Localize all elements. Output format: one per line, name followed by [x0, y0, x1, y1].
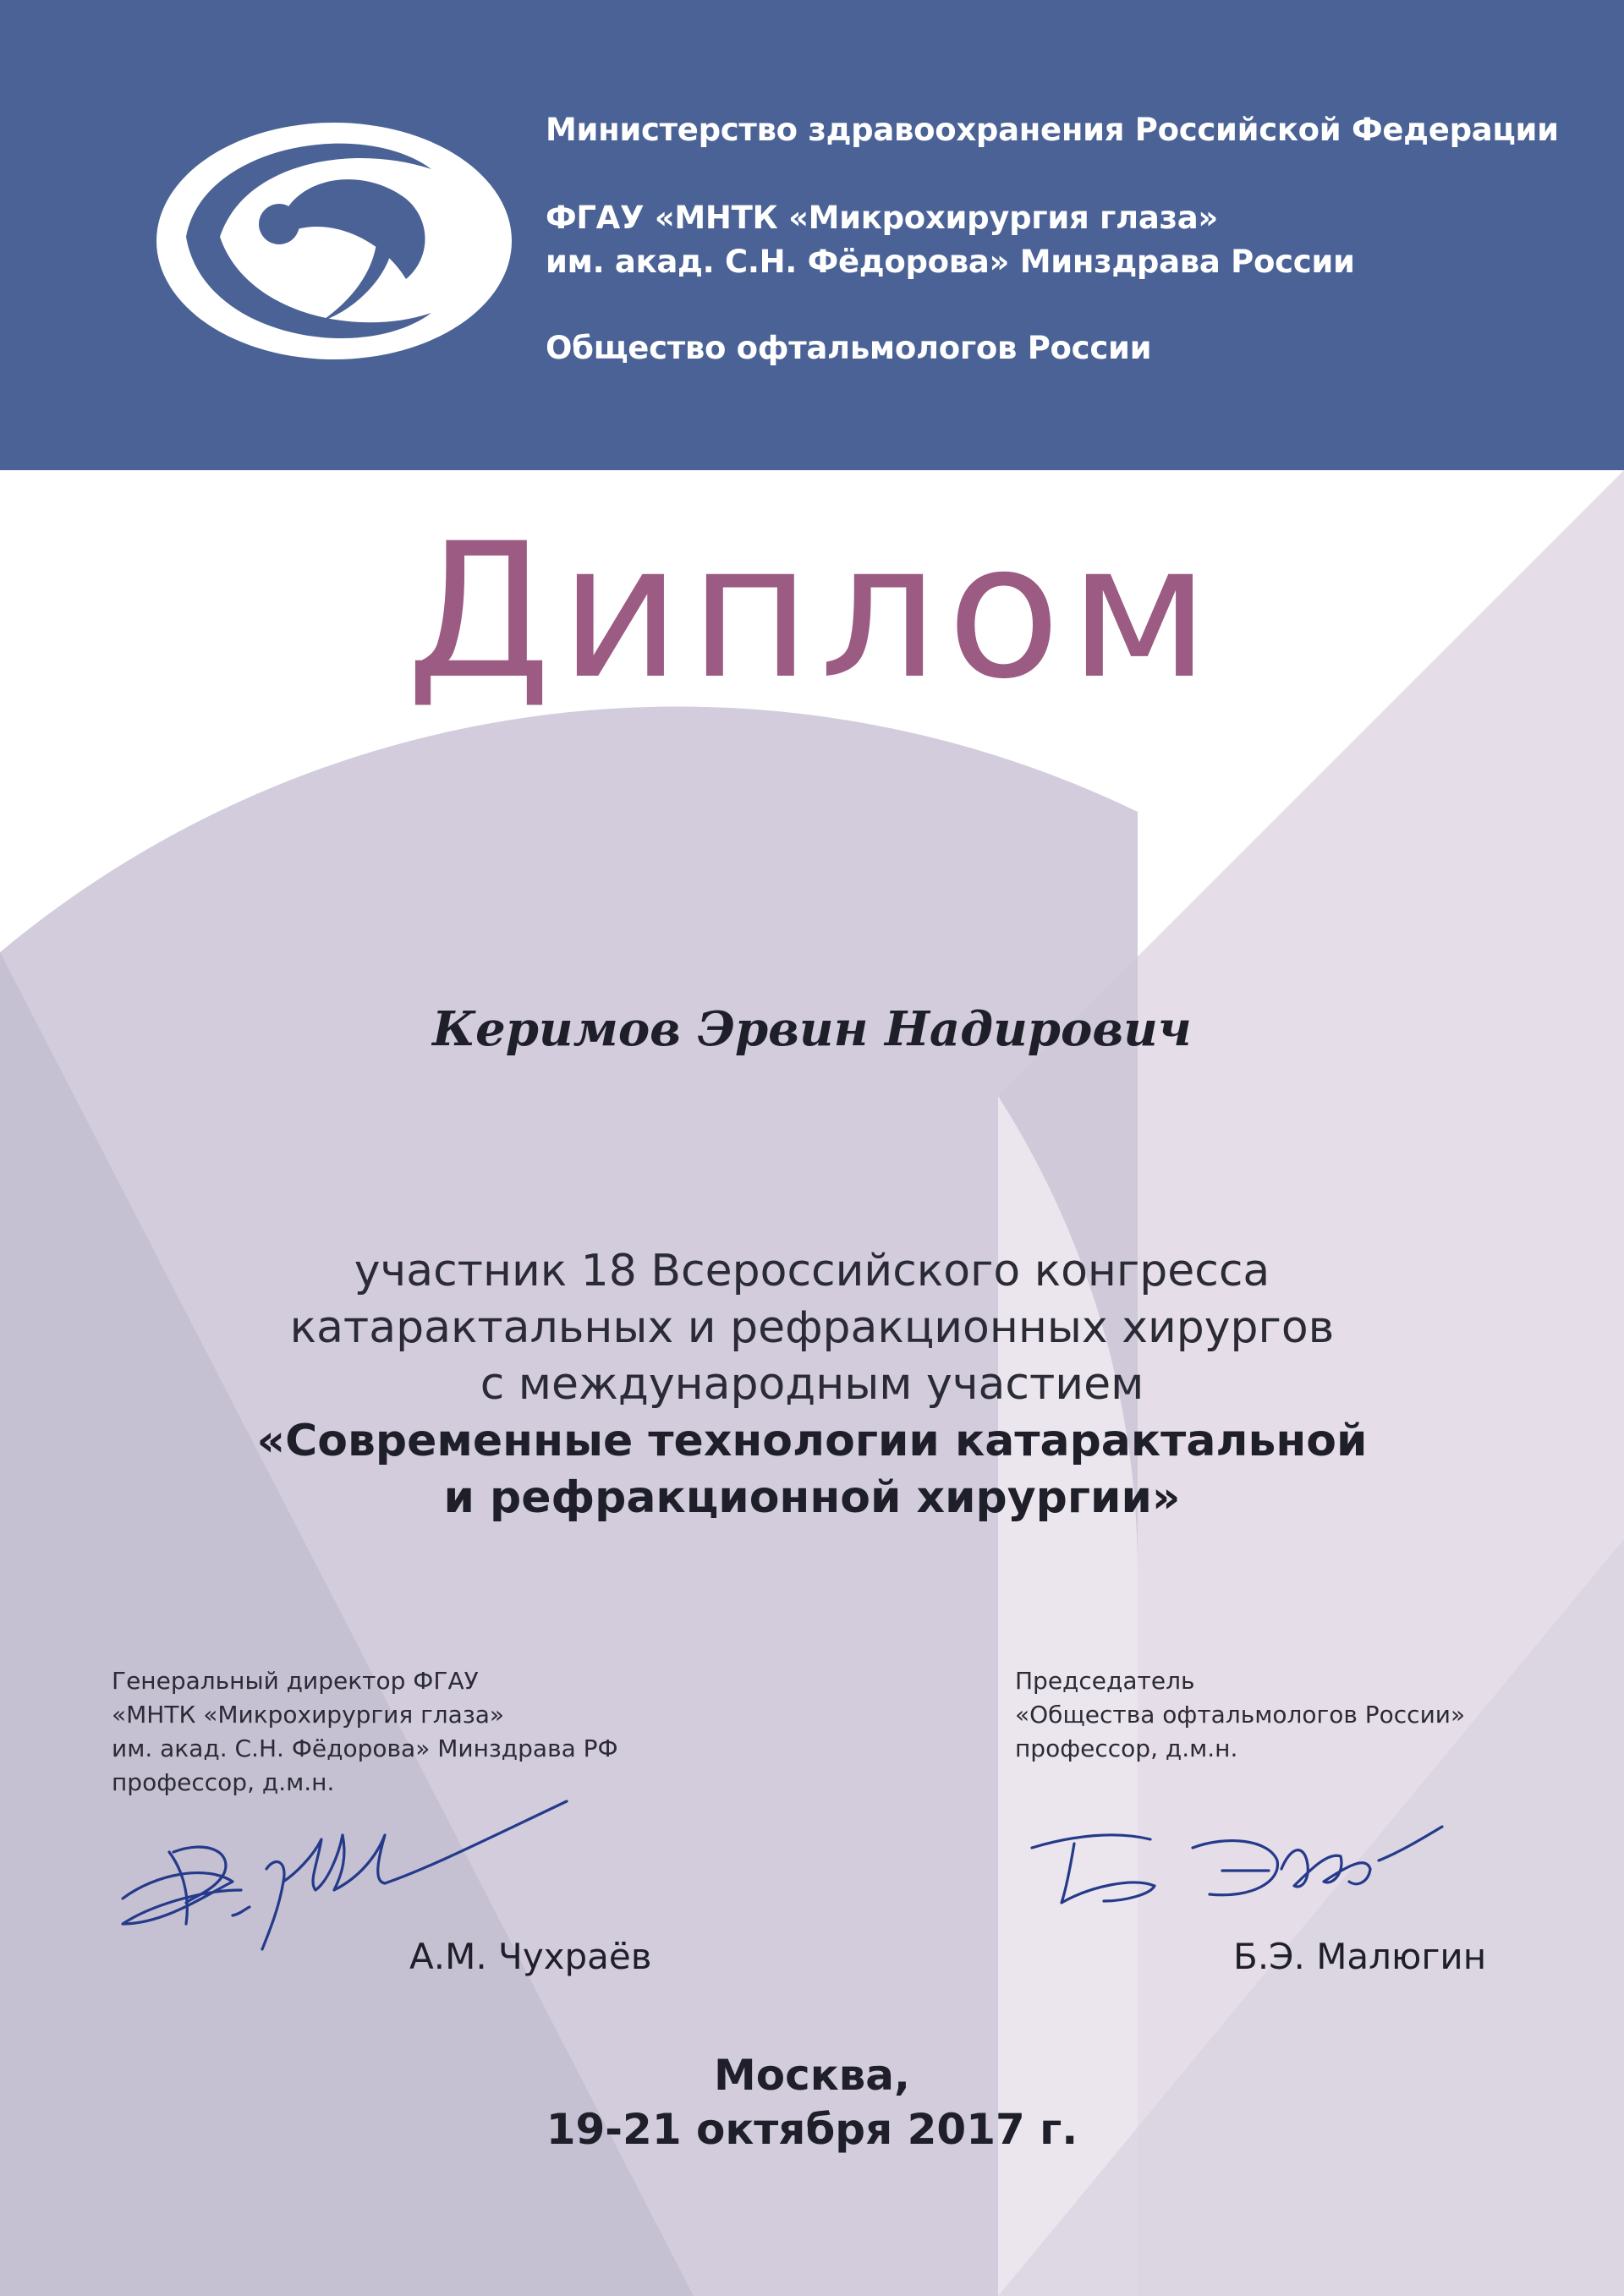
header-text-block	[546, 108, 1594, 370]
left-signatory-line-3: им. акад. С.Н. Фёдорова» Минздрава РФ	[112, 1734, 618, 1762]
left-signatory-title	[112, 1664, 618, 1800]
right-signatory-line-2: «Общества офтальмологов России»	[1015, 1701, 1466, 1729]
congress-line-2: катарактальных и рефракционных хирургов	[289, 1302, 1335, 1353]
left-signatory-name: А.М. Чухраёв	[409, 1936, 652, 1977]
right-signatory-line-1: Председатель	[1015, 1667, 1195, 1695]
left-signatory-line-2: «МНТК «Микрохирургия глаза»	[112, 1701, 505, 1729]
right-signatory-name: Б.Э. Малюгин	[1233, 1936, 1487, 1977]
place-and-date	[0, 2048, 1624, 2156]
congress-line-1: участник 18 Всероссийского конгресса	[354, 1246, 1270, 1296]
left-signatory-line-4: профессор, д.м.н.	[112, 1768, 335, 1796]
diploma-title: Диплом	[406, 503, 1218, 720]
recipient-name: Керимов Эрвин Надирович	[432, 1001, 1192, 1057]
right-signature-icon	[1023, 1810, 1446, 1920]
congress-line-3: с международным участием	[480, 1359, 1144, 1410]
eye-emblem-icon	[152, 110, 524, 372]
city: Москва,	[713, 2051, 911, 2100]
institution-line-1: ФГАУ «МНТК «Микрохирургия глаза»	[546, 200, 1218, 236]
left-signatory-line-1: Генеральный директор ФГАУ	[112, 1667, 479, 1695]
congress-title-line-2: и рефракционной хирургии»	[443, 1472, 1181, 1523]
congress-description	[0, 1243, 1624, 1526]
congress-title-line-1: «Современные технологии катарактальной	[256, 1416, 1368, 1466]
right-signatory-title	[1015, 1664, 1465, 1766]
ministry-line: Министерство здравоохранения Российской Федерации	[546, 112, 1559, 148]
institution-line-2: им. акад. С.Н. Фёдорова» Минздрава России	[546, 244, 1355, 280]
society-line: Общество офтальмологов России	[546, 330, 1152, 366]
right-signatory-line-3: профессор, д.м.н.	[1015, 1734, 1238, 1762]
date: 19-21 октября 2017 г.	[546, 2105, 1078, 2154]
